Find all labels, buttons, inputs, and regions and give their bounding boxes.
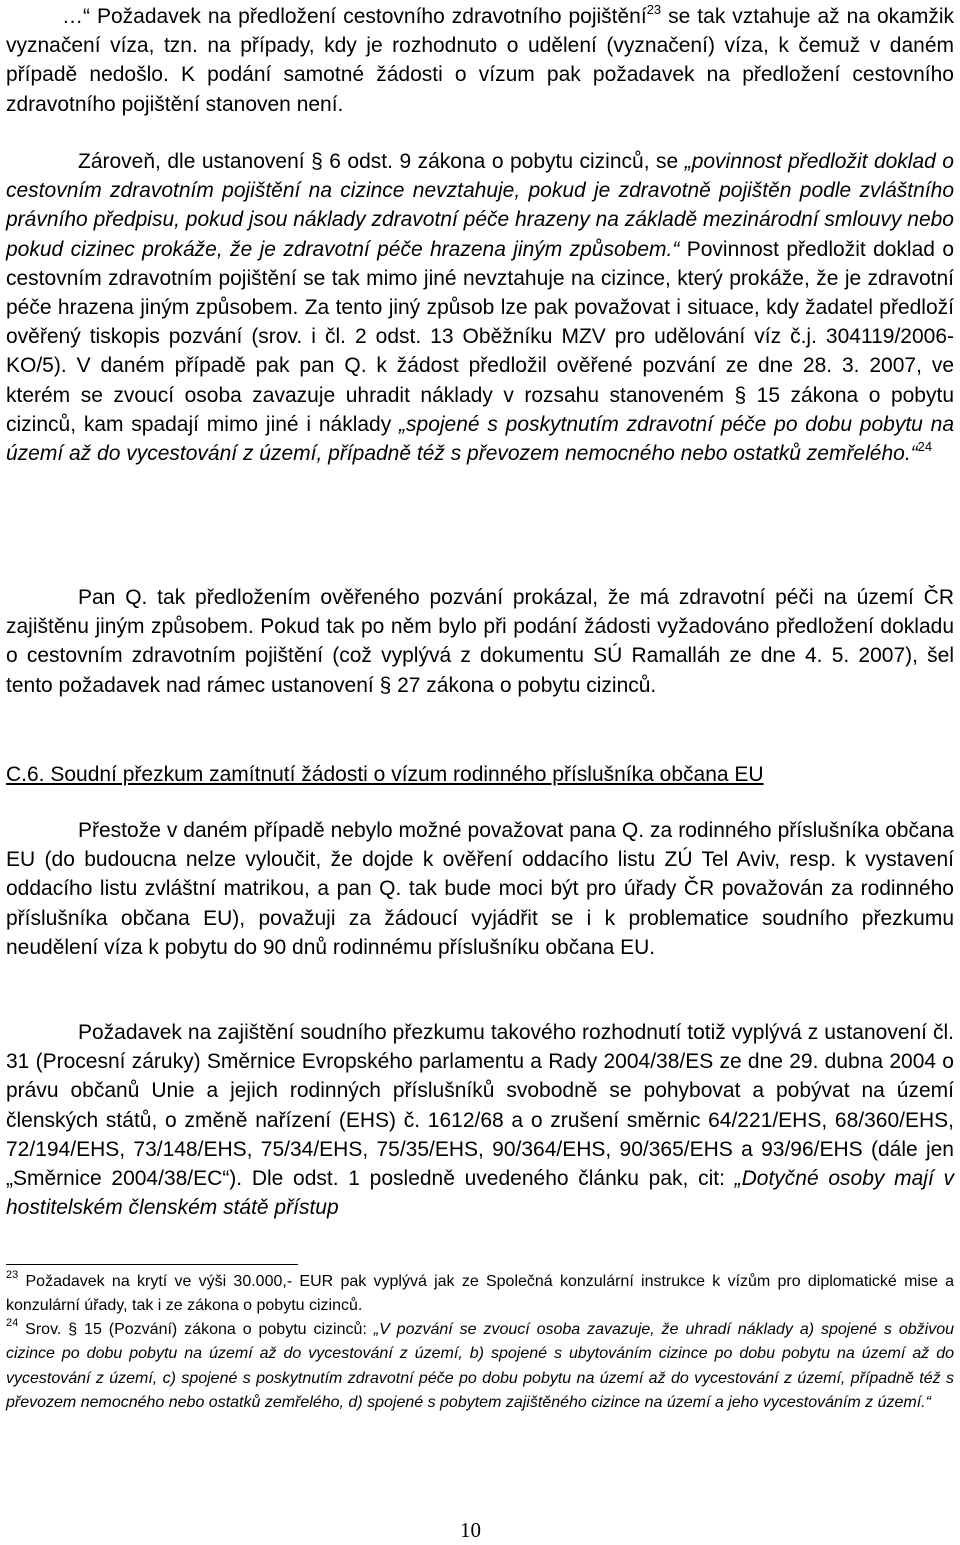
footnote-number: 24 bbox=[6, 1317, 19, 1329]
page-number: 10 bbox=[460, 1518, 481, 1542]
paragraph-text: Požadavek na předložení cestovního zdravotního pojištění bbox=[90, 5, 647, 28]
quoted-provision: „povinnost předložit doklad o cestovním zdravotním pojištění na cizince nevztahuje, pokud je zdravotně pojištěn podle zvláštního právního předpisu, pokud jsou náklady zdravotní péče hrazeny na základě mezinárodní smlouvy nebo pokud cizinec prokáže, že je zdravotní péče hrazena jiným způsobem.“ bbox=[6, 150, 954, 261]
paragraph-middle: Povinnost předložit doklad o cestovním zdravotním pojištění se tak mimo jiné nevztahuje na cizince, který prokáže, že je zdravotní péče hrazena jiným způsobem. Za tento jiný způsob lze pak považovat i situace, kdy žadatel předloží ověřený tiskopis pozvání (srov. i čl. 2 odst. 13 Oběžníku MZV pro udělování víz č.j. 304119/2006-KO/5). V daném případě pak pan Q. k žádost předložil ověřené pozvání ze dne 28. 3. 2007, ve kterém se zvoucí osoba zavazuje uhradit náklady v rozsahu stanoveném § 15 zákona o pobytu cizinců, kam spadají mimo jiné i náklady bbox=[6, 237, 955, 436]
paragraph-family-member bbox=[6, 816, 954, 962]
paragraph-conclusion bbox=[6, 583, 954, 700]
quoted-costs: „spojené s poskytnutím zdravotní péče po dobu pobytu na území až do vycestování z území, případně též s převozem nemocného nebo ostatků zemřelého.“ bbox=[6, 412, 954, 466]
paragraph-insurance-requirement bbox=[6, 2, 954, 119]
paragraph-text: Požadavek na zajištění soudního přezkumu takového rozhodnutí totiž vyplývá z ustanovení čl. 31 (Procesní záruky) Směrnice Evropského parlamentu a Rady 2004/38/ES ze dne 29. dubna 2004 o právu občanů Unie a jejich rodinných příslušníků svobodně se pohybovat a pobývat na území členských států, o změně nařízení (EHS) č. 1612/68 a o zrušení směrnic 64/221/EHS, 68/360/EHS, 72/194/EHS, 73/148/EHS, 75/34/EHS, 75/35/EHS, 90/364/EHS, 90/365/EHS a 93/96/EHS (dále jen „Směrnice 2004/38/EC“). Dle odst. 1 posledně uvedeného článku pak, cit: bbox=[6, 1021, 954, 1191]
footnote-24 bbox=[6, 1318, 954, 1415]
paragraph-intro: Zároveň, dle ustanovení § 6 odst. 9 zákona o pobytu cizinců, se bbox=[78, 150, 685, 173]
ellipsis-quote: …“ bbox=[62, 5, 90, 28]
footnote-number: 23 bbox=[6, 1269, 19, 1281]
footnote-23 bbox=[6, 1270, 954, 1319]
paragraph-text-rest: se tak vztahuje až na okamžik vyznačení víza, tzn. na případy, kdy je rozhodnuto o udělení (vyznačení) víza, k čemuž v daném případě nedošlo. K podání samotné žádosti o vízum pak požadavek na předložení cestovního zdravotního pojištění stanoven není. bbox=[6, 5, 954, 116]
paragraph-law-section-6 bbox=[6, 147, 954, 468]
paragraph-text: Přestože v daném případě nebylo možné považovat pana Q. za rodinného příslušníka občana EU (do budoucna nelze vyloučit, že dojde k ověření oddacího listu ZÚ Tel Aviv, resp. k vystavení oddacího listu zvláštní matrikou, a pan Q. tak bude moci být pro úřady ČR považován za rodinného příslušníka občana EU), považuji za žádoucí vyjádřit se i k problematice soudního přezkumu neudělení víza k pobytu do 90 dnů rodinnému příslušníku občana EU. bbox=[6, 819, 954, 959]
footnote-text: Požadavek na krytí ve výši 30.000,- EUR pak vyplývá jak ze Společná konzulární instrukce k vízům pro diplomatické mise a konzulární úřady, tak i ze zákona o pobytu cizinců. bbox=[6, 1273, 954, 1315]
footnote-ref-23[interactable]: 23 bbox=[646, 2, 662, 17]
footnote-quote: „V pozvání se zvoucí osoba zavazuje, že uhradí náklady a) spojené s obživou cizince po dobu pobytu na území až do vycestování z území, b) spojené s ubytováním cizince po dobu pobytu na území až do vycestování z území, c) spojené s poskytnutím zdravotní péče po dobu pobytu na území až do vycestování z území, případně též s převozem nemocného nebo ostatků zemřelého, d) spojené s pobytem zajištěného cizince na území a jeho vycestováním z území.“ bbox=[6, 1321, 955, 1411]
section-heading: C.6. Soudní přezkum zamítnutí žádosti o vízum rodinného příslušníka občana EU bbox=[6, 763, 764, 786]
quoted-directive: „Dotyčné osoby mají v hostitelském členském státě přístup bbox=[6, 1167, 954, 1220]
footnote-separator bbox=[6, 1264, 298, 1265]
footnote-ref-24[interactable]: 24 bbox=[917, 439, 933, 455]
footnote-intro: Srov. § 15 (Pozvání) zákona o pobytu cizinců: bbox=[18, 1321, 374, 1338]
paragraph-text: Pan Q. tak předložením ověřeného pozvání prokázal, že má zdravotní péči na území ČR zajištěnu jiným způsobem. Pokud tak po něm bylo při podání žádosti vyžadováno předložení dokladu o cestovním zdravotním pojištění (což vyplývá z dokumentu SÚ Ramalláh ze dne 4. 5. 2007), šel tento požadavek nad rámec ustanovení § 27 zákona o pobytu cizinců. bbox=[6, 586, 954, 697]
paragraph-judicial-review bbox=[6, 1018, 954, 1222]
